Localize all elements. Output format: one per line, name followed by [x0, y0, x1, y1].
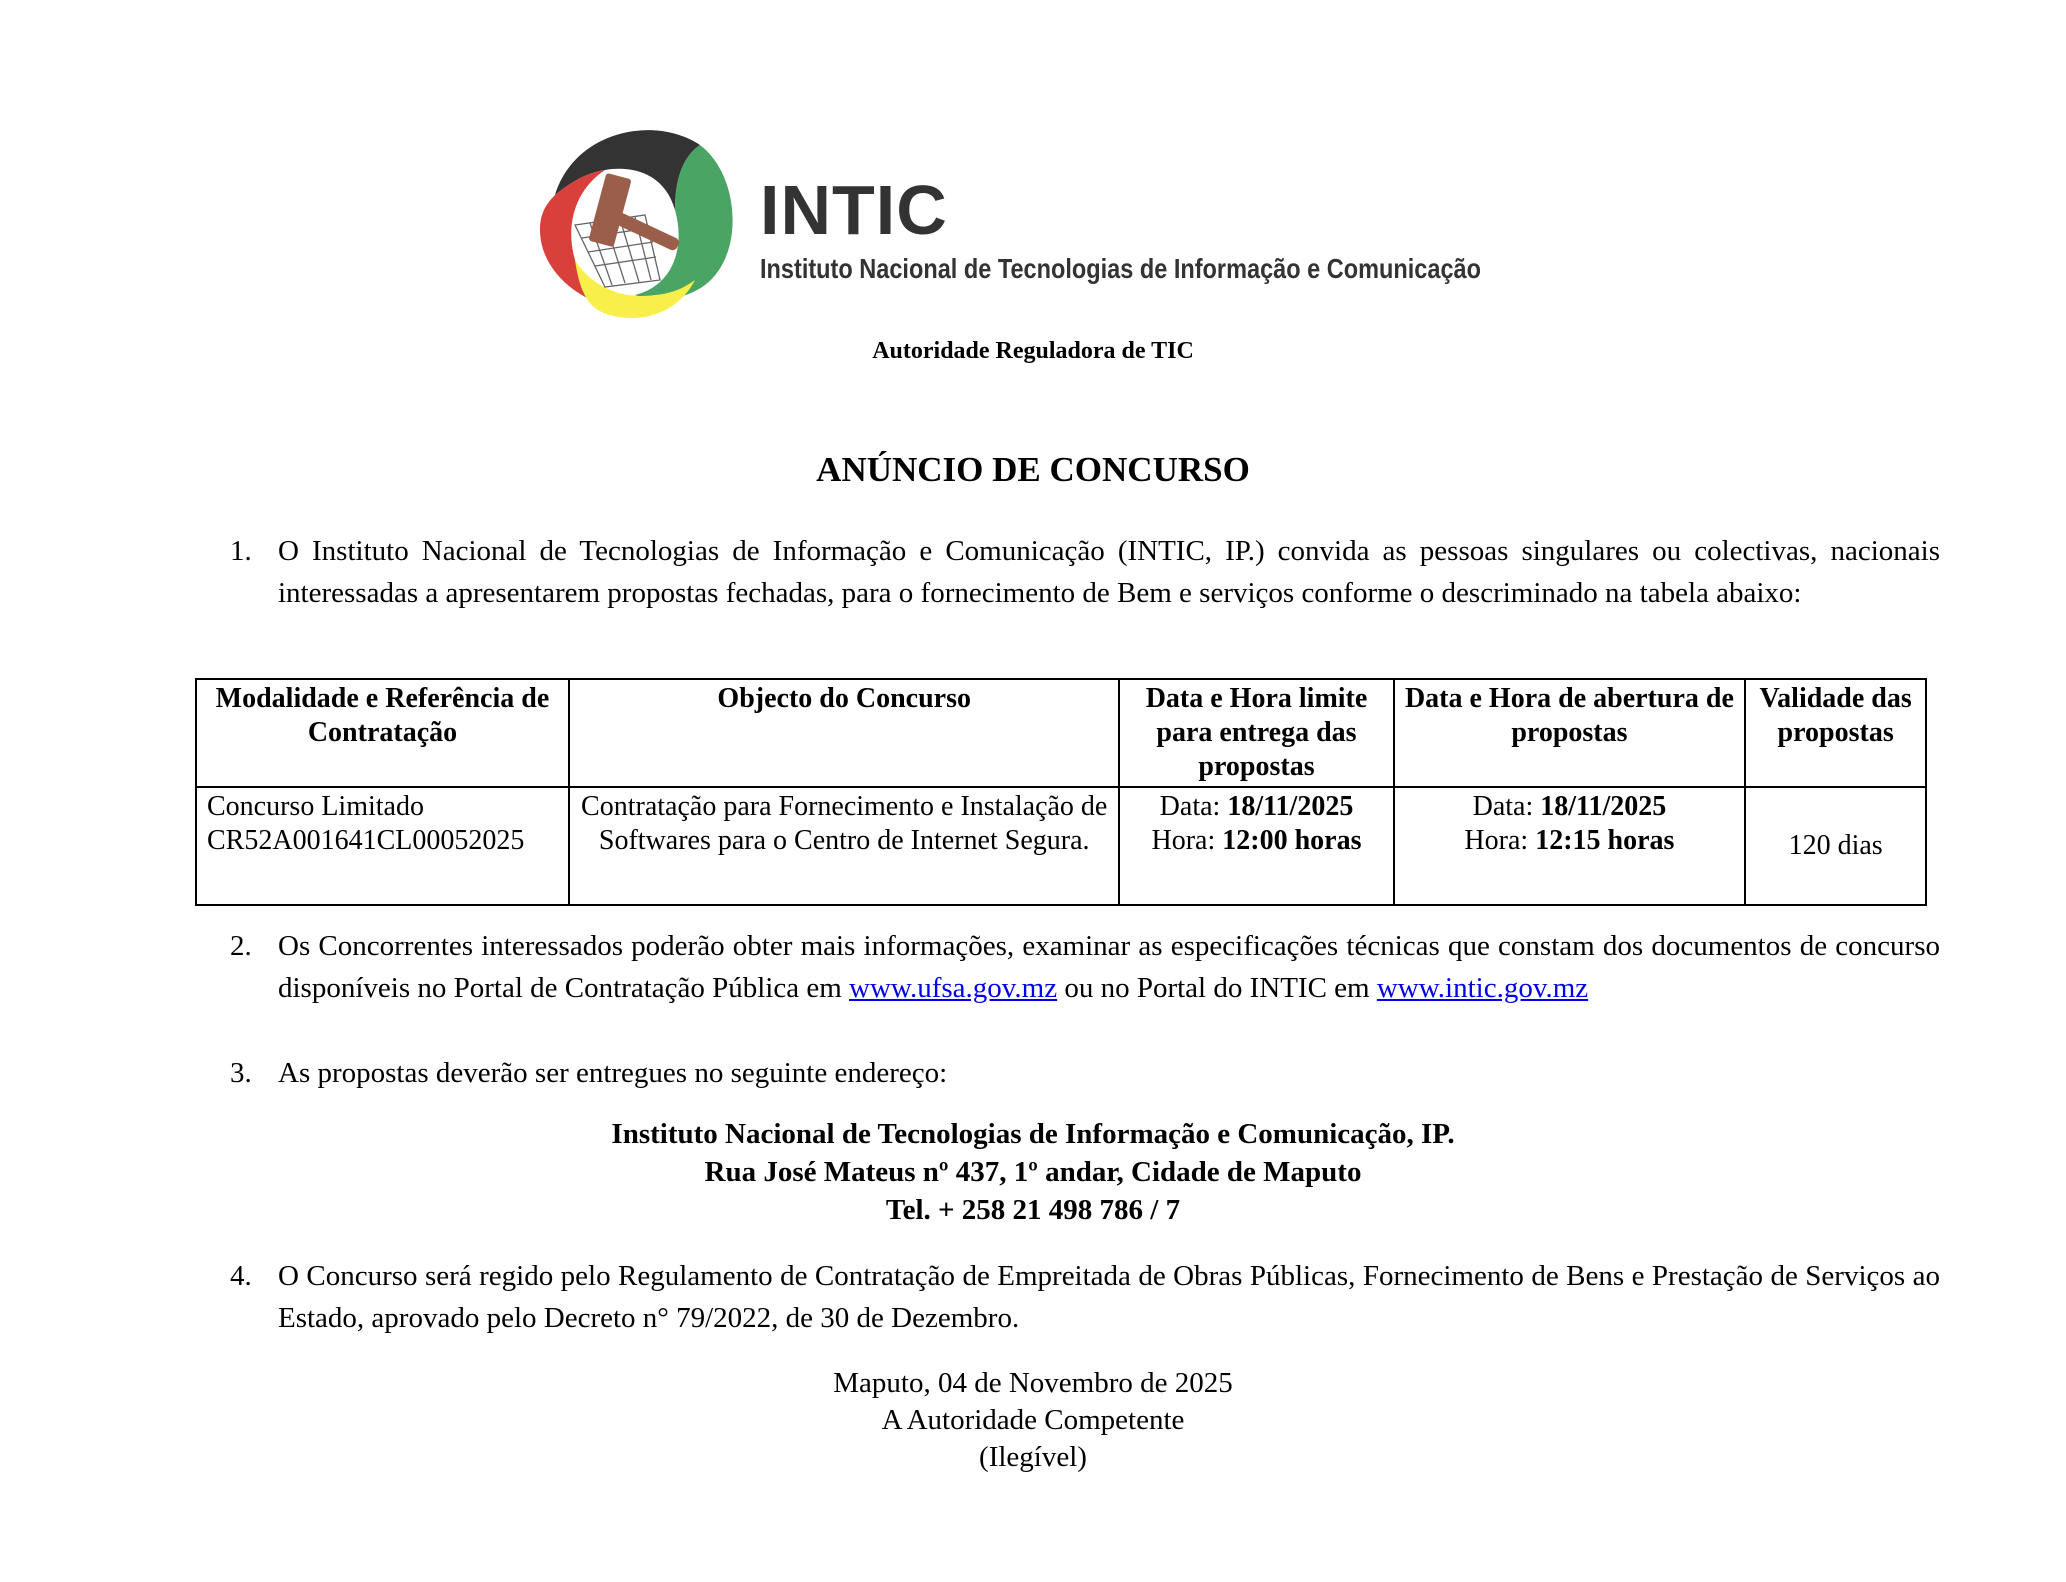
intic-logo-icon: [535, 115, 745, 325]
tender-table: [195, 678, 1927, 906]
table-row: [196, 787, 1926, 905]
letterhead: [535, 115, 1495, 335]
paragraph-4: [230, 1255, 1940, 1339]
paragraph-text: O Instituto Nacional de Tecnologias de Informação e Comunicação (INTIC, IP.) convida as pessoas singulares ou colectivas, nacionais interessadas a apresentarem propostas fechadas, para o fornecimento de Bem e serviços conforme o descriminado na tabela abaixo:: [278, 535, 1940, 609]
entrega-data: 18/11/2025: [1227, 791, 1354, 822]
signature-block: [0, 1365, 2066, 1476]
paragraph-1: [230, 530, 1940, 614]
abertura-data-label: Data:: [1472, 791, 1534, 822]
paragraph-text: O Concurso será regido pelo Regulamento de Contratação de Empreitada de Obras Públicas, Fornecimento de Bens e Prestação de Serviços ao Estado, aprovado pelo Decreto n° 79/2022, de 30 de Dezembro.: [278, 1260, 1940, 1334]
paragraph-2: [230, 925, 1940, 1009]
address-line-phone: Tel. + 258 21 498 786 / 7: [885, 1194, 1181, 1226]
column-header-abertura: Data e Hora de abertura de propostas: [1394, 679, 1746, 787]
column-header-objecto: Objecto do Concurso: [569, 679, 1120, 787]
entrega-hora-label: Hora:: [1151, 825, 1216, 856]
entrega-hora: 12:00 horas: [1222, 825, 1362, 856]
paragraph-text-part: Os Concorrentes interessados poderão obter mais informações, examinar as especificações técnicas que constam dos documentos de concurso disponíveis no Portal de Contratação Pública em: [278, 930, 1940, 1004]
abertura-hora-label: Hora:: [1464, 825, 1529, 856]
abertura-hora: 12:15 horas: [1535, 825, 1675, 856]
paragraph-text: As propostas deverão ser entregues no seguinte endereço:: [278, 1057, 948, 1089]
address-line-institution: Instituto Nacional de Tecnologias de Informação e Comunicação, IP.: [611, 1118, 1455, 1150]
paragraph-text-part: ou no Portal do INTIC em: [1064, 972, 1370, 1004]
column-header-entrega: Data e Hora limite para entrega das propostas: [1119, 679, 1393, 787]
cell-validade: 120 dias: [1745, 787, 1926, 905]
subtitle: Autoridade Reguladora de TIC: [872, 338, 1194, 364]
place-date: Maputo, 04 de Novembro de 2025: [833, 1367, 1233, 1399]
column-header-validade: Validade das propostas: [1745, 679, 1926, 787]
link-ufsa[interactable]: www.ufsa.gov.mz: [849, 972, 1058, 1004]
delivery-address: [0, 1115, 2066, 1229]
paragraph-number: 4.: [230, 1260, 252, 1292]
referencia-text: CR52A001641CL00052025: [207, 825, 525, 856]
paragraph-number: 1.: [230, 535, 252, 567]
paragraph-number: 3.: [230, 1057, 252, 1089]
paragraph-text: [278, 925, 1940, 1009]
cell-objecto: Contratação para Fornecimento e Instalação de Softwares para o Centro de Internet Segura.: [569, 787, 1120, 905]
modalidade-text: Concurso Limitado: [207, 791, 424, 822]
authority: A Autoridade Competente: [881, 1404, 1185, 1436]
entrega-data-label: Data:: [1159, 791, 1221, 822]
link-intic[interactable]: www.intic.gov.mz: [1376, 972, 1589, 1004]
paragraph-number: 2.: [230, 930, 252, 962]
page-title: ANÚNCIO DE CONCURSO: [816, 450, 1250, 489]
paragraph-3: [230, 1052, 1940, 1094]
table-header-row: [196, 679, 1926, 787]
cell-modalidade: [196, 787, 569, 905]
brand-full-name: Instituto Nacional de Tecnologias de Informação e Comunicação: [760, 253, 1481, 284]
column-header-modalidade: Modalidade e Referência de Contratação: [196, 679, 569, 787]
cell-entrega: [1119, 787, 1393, 905]
abertura-data: 18/11/2025: [1540, 791, 1667, 822]
cell-abertura: [1394, 787, 1746, 905]
brand-name: INTIC: [760, 171, 948, 249]
address-line-street: Rua José Mateus nº 437, 1º andar, Cidade de Maputo: [704, 1156, 1362, 1188]
signature-note: (Ilegível): [979, 1441, 1087, 1473]
